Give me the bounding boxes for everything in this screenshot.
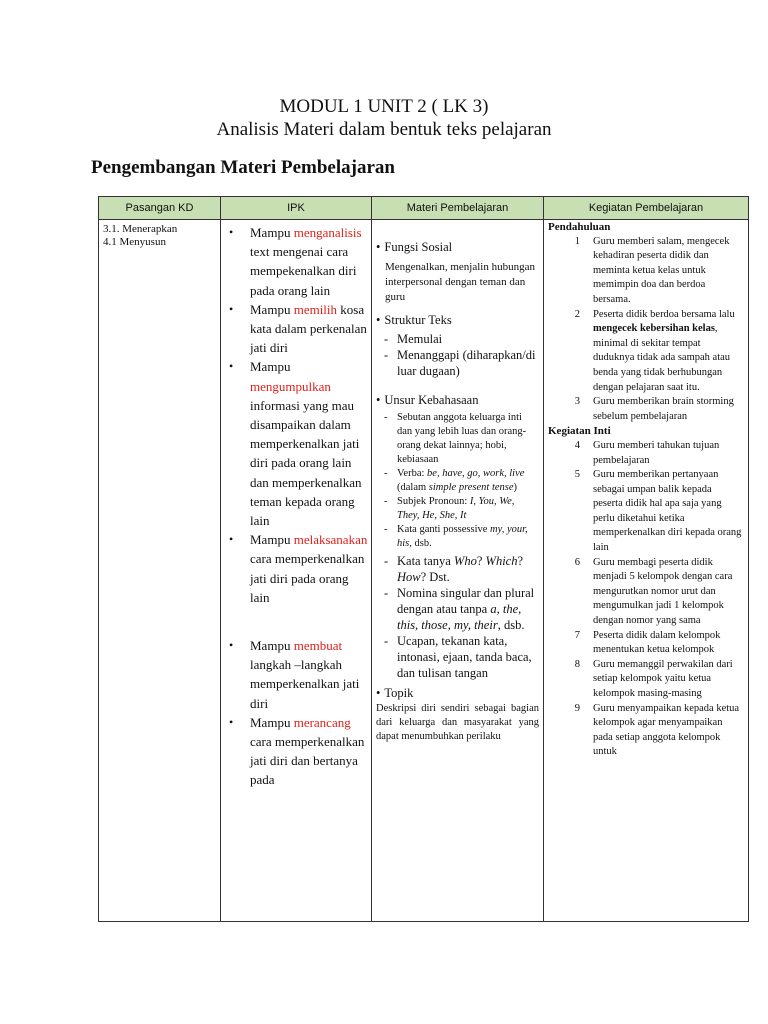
step-item: 3 Guru memberikan brain storming sebelum pembelajaran	[574, 396, 734, 422]
kegiatan-cell	[544, 220, 749, 922]
list-item: - Nomina singular dan plural dengan atau tanpa a, the, this, those, my, their, dsb.	[384, 586, 535, 632]
step-item: 2 Peserta didik berdoa bersama lalu mengecek kebersihan kelas, minimal di sekitar tempat duduknya tidak ada sampah atau benda yang tidak berhubungan dengan pelajaran saat itu.	[574, 308, 735, 393]
module-title: MODUL 1 UNIT 2 ( LK 3)	[279, 96, 489, 117]
bullet-icon: •	[229, 638, 234, 653]
bullet-icon: •	[229, 714, 234, 729]
ipk-item: • Mampu melaksanakan cara memperkenalkan jati diri pada orang lain	[229, 532, 368, 605]
pendahuluan-label: Pendahuluan	[548, 221, 611, 233]
bullet-icon: •	[229, 359, 234, 374]
list-item: - Kata tanya Who? Which? How? Dst.	[384, 554, 524, 584]
ipk-verb: menganalisis	[293, 225, 362, 240]
list-item: - Ucapan, tekanan kata, intonasi, ejaan, tanda baca, dan tulisan tangan	[384, 634, 532, 680]
fungsi-sosial-heading: • Fungsi Sosial	[376, 240, 453, 254]
header-kegiatan: Kegiatan Pembelajaran	[544, 197, 749, 220]
ipk-verb: memilih	[293, 301, 338, 317]
kd-cell	[99, 220, 221, 922]
ipk-item: • Mampu memilih kosa kata dalam perkenalan jati diri	[229, 301, 367, 356]
table-header-row	[99, 197, 749, 220]
kd-item: 4.1 Menyusun	[103, 236, 166, 248]
ipk-item: • Mampu mengumpulkan informasi yang mau disampaikan dalam memperkenalkan jati diri pada orang lain dan memperkenalkan teman kepada orang lain	[229, 359, 362, 529]
ipk-item: • Mampu membuat langkah –langkah memperkenalkan jati diri	[229, 638, 360, 711]
step-item: 5 Guru memberikan pertanyaan sebagai umpan balik kepada peserta didik hal apa saja yang perlu diketahui ketika memperkenalkan diri kepada orang lain	[574, 469, 742, 554]
ipk-verb: membuat	[293, 638, 343, 654]
kd-item: 3.1. Menerapkan	[103, 223, 178, 235]
list-item: - Menanggapi (diharapkan/di luar dugaan)	[384, 348, 536, 378]
bullet-icon: •	[376, 240, 381, 254]
struktur-teks-heading: • Struktur Teks	[376, 313, 452, 327]
step-item: 8 Guru memanggil perwakilan dari setiap kelompok yaitu ketua kelompok masing-masing	[574, 658, 733, 699]
list-item: - Subjek Pronoun: I, You, We, They, He, She, It	[384, 496, 515, 521]
materials-table	[98, 196, 749, 922]
fungsi-sosial-desc: Mengenalkan, menjalin hubungan interpersonal dengan teman dan guru	[385, 261, 535, 303]
table-row	[99, 220, 749, 922]
ipk-item: • Mampu menganalisis text mengenai cara mempekenalkan diri pada orang lain	[229, 225, 362, 298]
step-item: 4 Guru memberi tahukan tujuan pembelajaran	[574, 439, 720, 466]
step-item: 9 Guru menyampaikan kepada ketua kelompok agar menyampaikan pada setiap anggota kelompok untuk	[574, 702, 740, 758]
bullet-icon: •	[229, 225, 234, 239]
kegiatan-inti-label: Kegiatan Inti	[548, 425, 611, 438]
header-pasangan-kd: Pasangan KD	[99, 197, 221, 220]
bullet-icon: •	[229, 532, 234, 547]
list-item: - Memulai	[384, 332, 443, 346]
ipk-item: • Mampu merancang cara memperkenalkan jati diri dan bertanya pada	[229, 714, 365, 788]
bullet-icon: •	[229, 301, 234, 316]
list-item: - Sebutan anggota keluarga inti dan yang lebih luas dan orang-orang dekat lainnya; hobi, kebiasaan	[384, 412, 527, 465]
topik-desc: Deskripsi diri sendiri sebagai bagian dari keluarga dan masyarakat yang dapat menumbuhkan perilaku	[376, 703, 539, 742]
header-ipk: IPK	[221, 197, 372, 220]
step-item: 1 Guru memberi salam, mengecek kehadiran peserta didik dan meminta ketua kelas untuk memimpin doa dan berdoa bersama.	[574, 235, 730, 305]
module-subtitle: Analisis Materi dalam bentuk teks pelajaran	[216, 119, 552, 140]
ipk-verb: merancang	[293, 714, 351, 730]
unsur-kebahasaan-heading: • Unsur Kebahasaan	[376, 393, 479, 407]
materi-cell	[372, 220, 544, 922]
step-item: 7 Peserta didik dalam kelompok menentukan ketua kelompok	[574, 629, 721, 656]
topik-heading: • Topik	[376, 686, 414, 700]
step-item: 6 Guru membagi peserta didik menjadi 5 kelompok dengan cara mengurutkan nomor urut dan mengumulkan jadi 1 kelompok dengan nomor yang sama	[574, 556, 733, 627]
header-materi: Materi Pembelajaran	[372, 197, 544, 220]
list-item: - Kata ganti possessive my, your, his, dsb.	[384, 524, 528, 549]
list-item: - Verba: be, have, go, work, live (dalam simple present tense)	[384, 468, 525, 493]
section-heading: Pengembangan Materi Pembelajaran	[91, 157, 395, 178]
ipk-cell	[221, 220, 372, 922]
ipk-verb: mengumpulkan	[250, 378, 331, 394]
ipk-verb: melaksanakan	[293, 532, 368, 548]
